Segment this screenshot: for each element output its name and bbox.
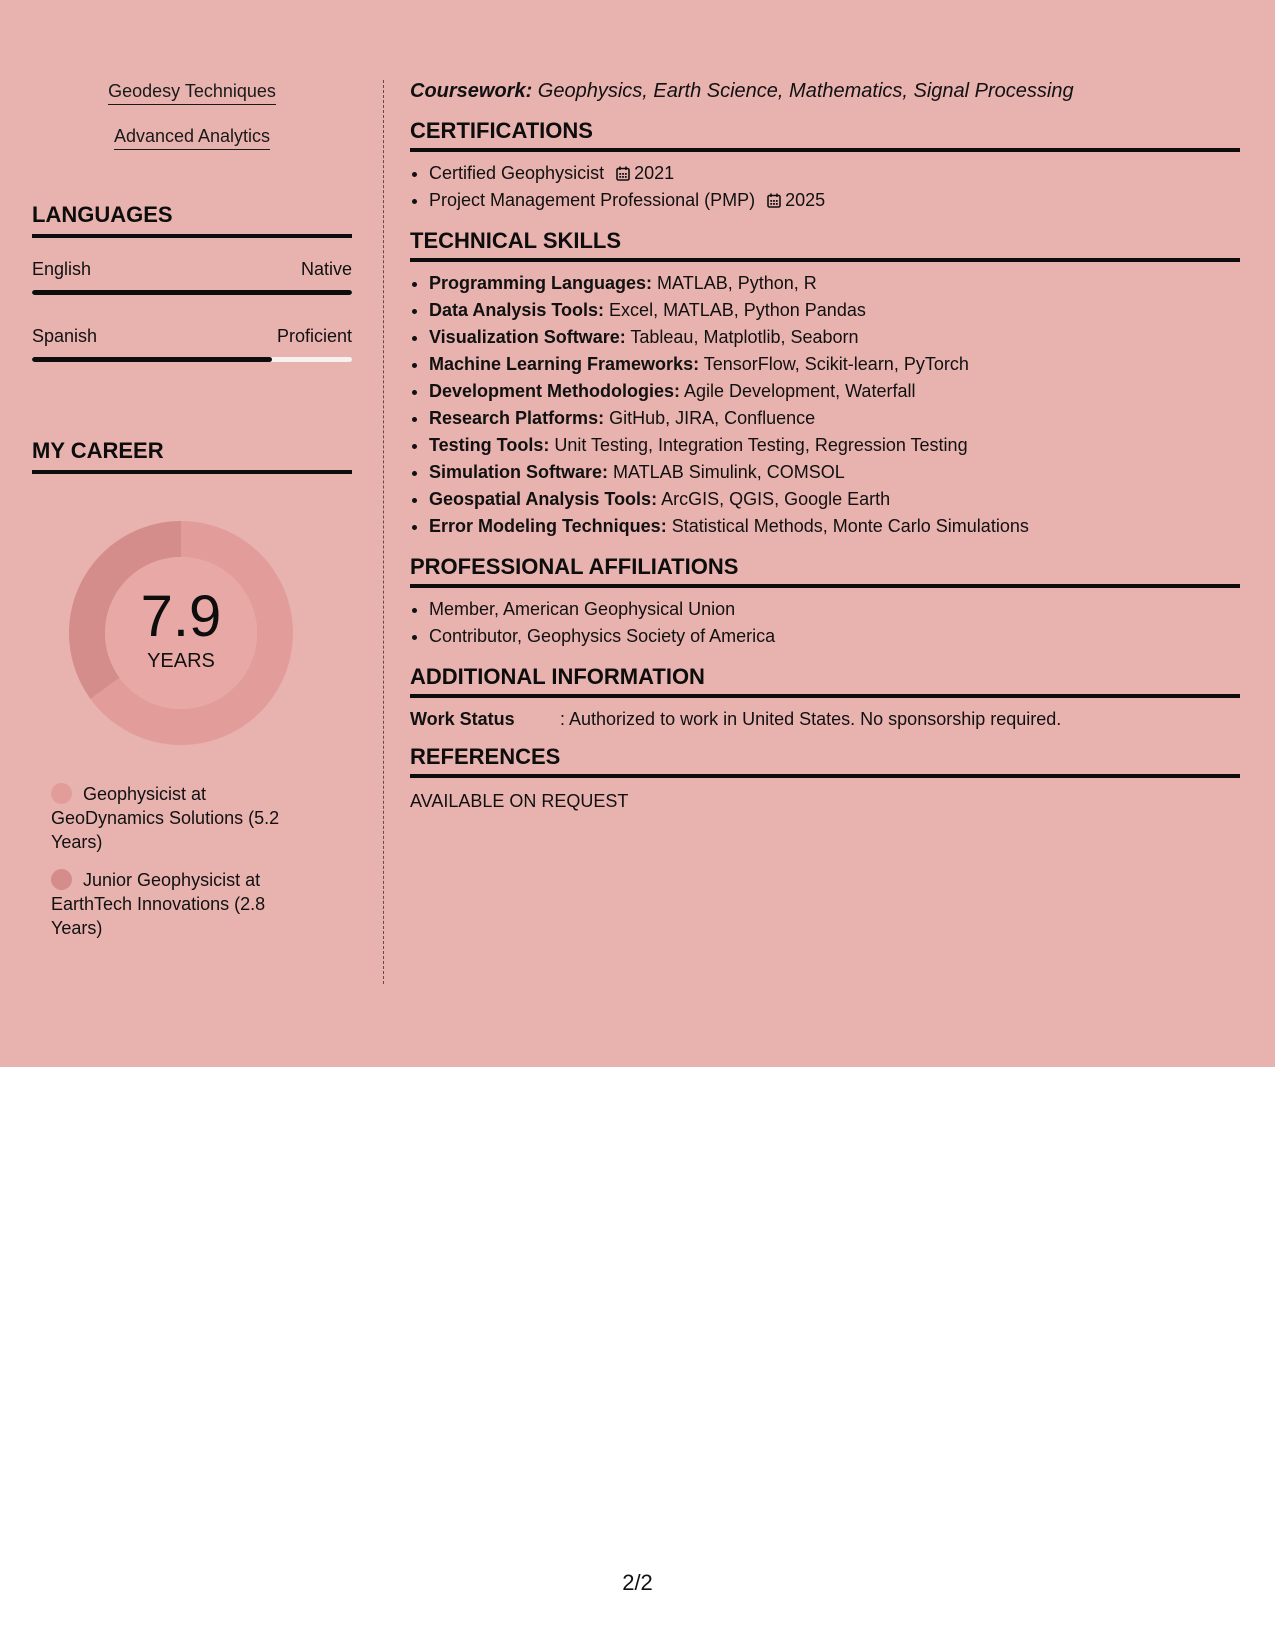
languages-heading: LANGUAGES [32,202,352,238]
skill-item [429,297,1240,324]
certifications-section [410,118,1240,214]
references-text: AVAILABLE ON REQUEST [410,791,629,811]
coursework-line [410,78,1240,104]
language-proficiency-bar [32,290,352,295]
work-status-value: : Authorized to work in United States. No sponsorship required. [560,709,1062,729]
legend-dot-icon [51,783,72,804]
certification-name: Certified Geophysicist [429,163,605,183]
skill-label: Data Analysis Tools: [429,300,605,320]
skill-value: GitHub, JIRA, Confluence [604,408,816,428]
skill-value: Excel, MATLAB, Python Pandas [604,300,866,320]
career-legend [51,782,311,940]
work-status-label: Work Status [410,709,515,729]
language-row [32,258,352,295]
language-level: Proficient [276,326,352,346]
skill-value: Tableau, Matplotlib, Seaborn [625,327,859,347]
skill-item [429,486,1240,513]
certification-year: 2021 [634,163,675,183]
skill-item [429,324,1240,351]
skill-label: Error Modeling Techniques: [429,516,667,536]
language-name: Spanish [32,326,98,346]
skill-label: Research Platforms: [429,408,605,428]
affiliations-section [410,554,1240,650]
affiliation-item: • Contributor, Geophysics Society of America [429,623,1240,650]
skill-item [429,351,1240,378]
certifications-heading: CERTIFICATIONS [410,118,1240,152]
references-heading: REFERENCES [410,744,1240,778]
coursework-label: Coursework: [410,80,533,102]
skill-value: Unit Testing, Integration Testing, Regression Testing [549,435,968,455]
skill-item [429,270,1240,297]
legend-dot-icon [51,869,72,890]
skill-item [429,459,1240,486]
affiliations-heading: PROFESSIONAL AFFILIATIONS [410,554,1240,588]
skill-value: TensorFlow, Scikit-learn, PyTorch [699,354,969,374]
skill-item [429,432,1240,459]
skill-item [429,405,1240,432]
technical-skills-section [410,228,1240,540]
calendar-icon [767,193,781,208]
certification-item [429,160,1240,187]
career-legend-text: Junior Geophysicist at EarthTech Innovations (2.8 Years) [51,870,266,938]
references-section [410,744,1240,812]
career-total-years: 7.9 [140,584,222,649]
additional-info-heading: ADDITIONAL INFORMATION [410,664,1240,698]
language-proficiency-fill [32,290,352,295]
career-legend-text: Geophysicist at GeoDynamics Solutions (5.2 Years) [51,784,280,852]
skill-label: Testing Tools: [429,435,550,455]
skill-link-geodesy[interactable]: Geodesy Techniques [108,80,276,105]
work-status-row [410,708,1240,730]
skill-item [429,378,1240,405]
skill-value: MATLAB Simulink, COMSOL [608,462,845,482]
skill-label: Geospatial Analysis Tools: [429,489,658,509]
certification-name: Project Management Professional (PMP) [429,190,756,210]
skill-label: Programming Languages: [429,273,653,293]
sidebar [32,80,352,984]
certification-item [429,187,1240,214]
skill-value: Agile Development, Waterfall [680,381,916,401]
language-name: English [32,259,92,279]
main-column [410,78,1240,812]
language-proficiency-bar [32,357,352,362]
technical-skills-heading: TECHNICAL SKILLS [410,228,1240,262]
skill-value: MATLAB, Python, R [652,273,817,293]
skill-item [429,513,1240,540]
additional-info-section [410,664,1240,730]
skill-link-analytics[interactable]: Advanced Analytics [114,125,270,150]
skill-label: Visualization Software: [429,327,626,347]
skill-label: Simulation Software: [429,462,609,482]
calendar-icon [616,166,630,181]
career-donut-chart [66,518,296,748]
affiliation-item: • Member, American Geophysical Union [429,596,1240,623]
column-divider [383,80,384,984]
certification-year: 2025 [785,190,826,210]
skill-links [32,80,352,150]
skill-value: ArcGIS, QGIS, Google Earth [657,489,891,509]
career-total-unit: YEARS [147,650,215,672]
language-proficiency-fill [32,357,272,362]
language-row [32,325,352,362]
career-heading: MY CAREER [32,438,352,474]
page-number: 2/2 [622,1570,653,1595]
skill-value: Statistical Methods, Monte Carlo Simulations [666,516,1029,536]
career-legend-item [51,868,311,940]
language-level: Native [300,259,352,279]
skill-label: Development Methodologies: [429,381,681,401]
coursework-text: Geophysics, Earth Science, Mathematics, Signal Processing [532,80,1074,102]
skill-label: Machine Learning Frameworks: [429,354,700,374]
career-legend-item [51,782,311,854]
